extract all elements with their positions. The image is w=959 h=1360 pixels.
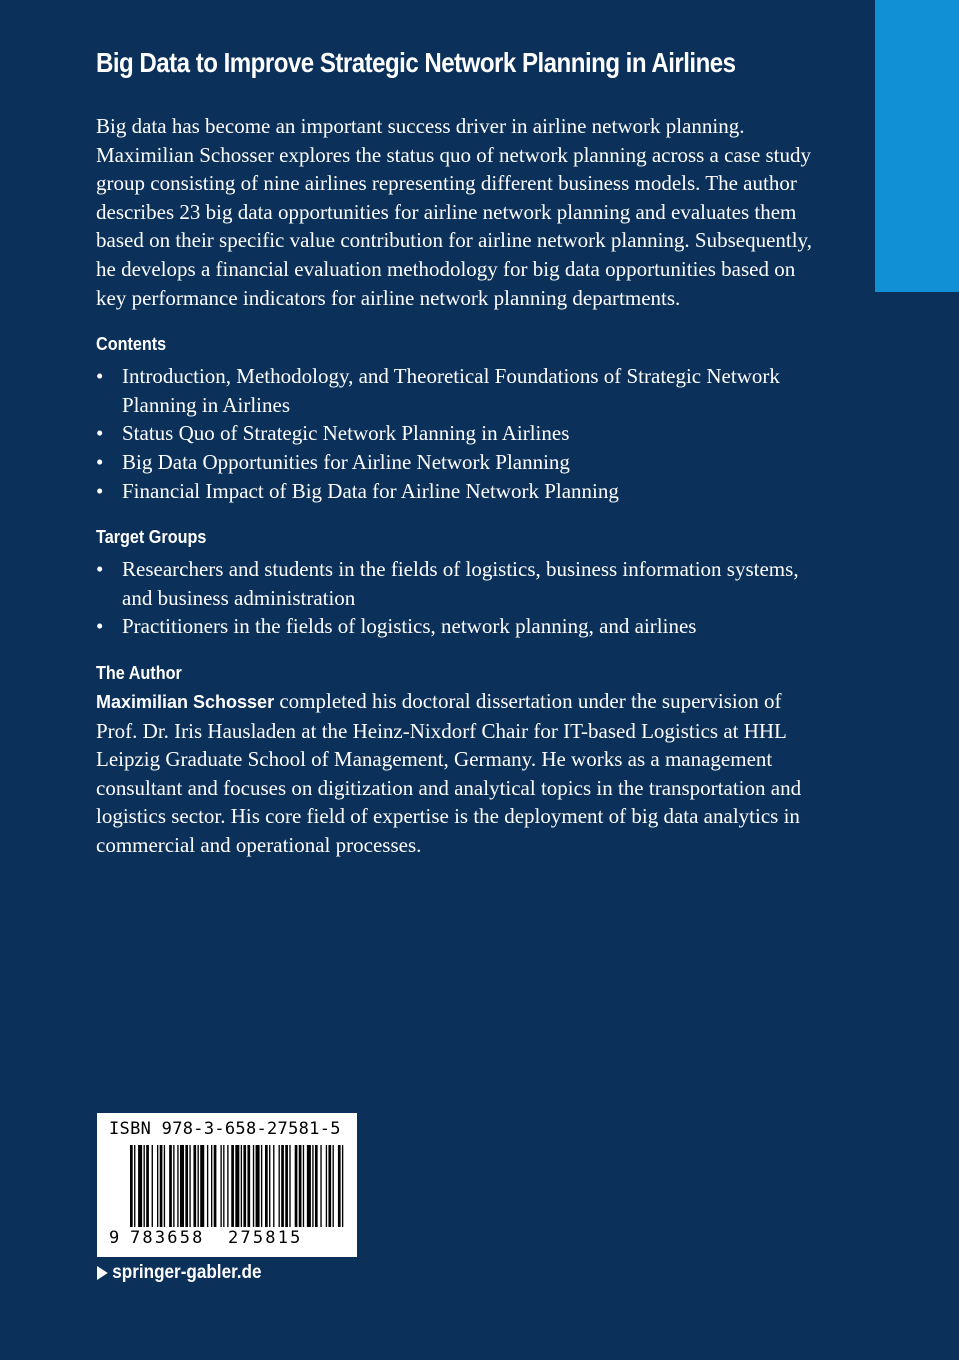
target-groups-heading: Target Groups (96, 527, 207, 548)
list-item: • Practitioners in the fields of logistics, network planning, and airlines (96, 612, 816, 641)
accent-bar (875, 0, 959, 292)
author-name: Maximilian Schosser (96, 691, 275, 712)
list-item: • Big Data Opportunities for Airline Network Planning (96, 448, 816, 477)
barcode-bar (130, 1145, 133, 1227)
list-item: • Status Quo of Strategic Network Planning in Airlines (96, 419, 816, 448)
book-title: Big Data to Improve Strategic Network Planning in Airlines (96, 47, 736, 78)
barcode-bar (146, 1145, 149, 1227)
barcode-bar (295, 1145, 298, 1227)
bullet-icon: • (96, 421, 104, 446)
isbn-barcode (97, 1113, 357, 1257)
list-item: • Researchers and students in the fields of logistics, business information systems, and business administration (96, 557, 799, 610)
barcode-bar (241, 1145, 242, 1227)
barcode-digits-right: 275815 (228, 1228, 303, 1248)
barcode-bar (177, 1145, 178, 1227)
barcode-bar (289, 1145, 290, 1227)
bullet-icon: • (96, 557, 104, 582)
barcode-bar (180, 1145, 184, 1227)
isbn-label: ISBN 978-3-658-27581-5 (109, 1119, 341, 1139)
list-item: • Introduction, Methodology, and Theoretical Foundations of Strategic Network Planning in Airlines (96, 364, 780, 417)
barcode-bar (185, 1145, 188, 1227)
barcode-bar (200, 1145, 204, 1227)
barcode-bar (281, 1145, 284, 1227)
arrow-right-icon (97, 1266, 108, 1280)
barcode-bar (261, 1145, 262, 1227)
barcode-bar (333, 1145, 334, 1227)
barcode-bar (152, 1145, 153, 1227)
barcode-bar (189, 1145, 190, 1227)
barcode-bar (328, 1145, 331, 1227)
barcode-bar (243, 1145, 246, 1227)
publisher-url: springer-gabler.de (112, 1262, 262, 1283)
barcode-digits-left: 783658 (130, 1228, 205, 1248)
barcode-bar (138, 1145, 142, 1227)
barcode-bar (157, 1145, 158, 1227)
barcode-bar (269, 1145, 270, 1227)
barcode-bar (193, 1145, 196, 1227)
barcode-bar (231, 1145, 234, 1227)
barcode-digit-first: 9 (109, 1228, 120, 1248)
barcode-bar (303, 1145, 304, 1227)
barcode-bar (312, 1145, 313, 1227)
barcode-bar (211, 1145, 212, 1227)
barcode-bar (169, 1145, 172, 1227)
barcode-bar (173, 1145, 174, 1227)
barcode-bar (214, 1145, 217, 1227)
author-bio-text: completed his doctoral dissertation under the supervision of Prof. Dr. Iris Hausladen at the Heinz-Nixdorf Chair for IT-based Logistics at HHL Leipzig Graduate School of Management, Germany. He works as a management consultant and focuses on digitization and analytical topics in the transportation and logistics sector. His core field of expertise is the deployment of big data analytics in commercial and operational processes. (96, 688, 802, 857)
barcode-bar (315, 1145, 318, 1227)
bullet-icon: • (96, 614, 104, 639)
bullet-icon: • (96, 364, 104, 389)
publisher-link[interactable] (97, 1262, 262, 1284)
barcode-bar (307, 1145, 311, 1227)
barcode-bar (160, 1145, 163, 1227)
barcode-bar (342, 1145, 343, 1227)
barcode-bar (247, 1145, 250, 1227)
author-bio (96, 687, 816, 860)
barcode-bar (253, 1145, 254, 1227)
barcode-bar (223, 1145, 224, 1227)
barcode-bar (227, 1145, 228, 1227)
barcode-bar (285, 1145, 288, 1227)
barcode-bar (265, 1145, 268, 1227)
bullet-icon: • (96, 478, 104, 503)
barcode-bar (256, 1145, 260, 1227)
back-cover-text (96, 44, 816, 859)
barcode-bar (144, 1145, 145, 1227)
intro-paragraph: Big data has become an important success driver in airline network planning. Maximilian Schosser explores the status quo of network planning across a case study group consisting of nine airlines representing different business models. The author describes 23 big data opportunities for airline network planning and evaluates them based on their specific value contribution for airline network planning. Subsequently, he develops a financial evaluation methodology for big data opportunities based on key performance indicators for airline network planning departments. (96, 114, 812, 310)
barcode-bar (320, 1145, 321, 1227)
barcode-bar (164, 1145, 165, 1227)
contents-heading: Contents (96, 334, 167, 355)
barcode-bar (198, 1145, 199, 1227)
barcode-bar (220, 1145, 221, 1227)
barcode-bar (338, 1145, 341, 1227)
list-item: • Financial Impact of Big Data for Airline Network Planning (96, 477, 816, 506)
bullet-icon: • (96, 449, 104, 474)
barcode-bar (326, 1145, 327, 1227)
target-groups-list (96, 555, 816, 641)
barcode-bar (235, 1145, 239, 1227)
barcode-bar (207, 1145, 208, 1227)
barcode-bar (299, 1145, 302, 1227)
author-heading: The Author (96, 662, 182, 683)
barcode-bar (273, 1145, 274, 1227)
contents-list (96, 362, 816, 505)
barcode-bar (279, 1145, 280, 1227)
barcode-bar (134, 1145, 135, 1227)
